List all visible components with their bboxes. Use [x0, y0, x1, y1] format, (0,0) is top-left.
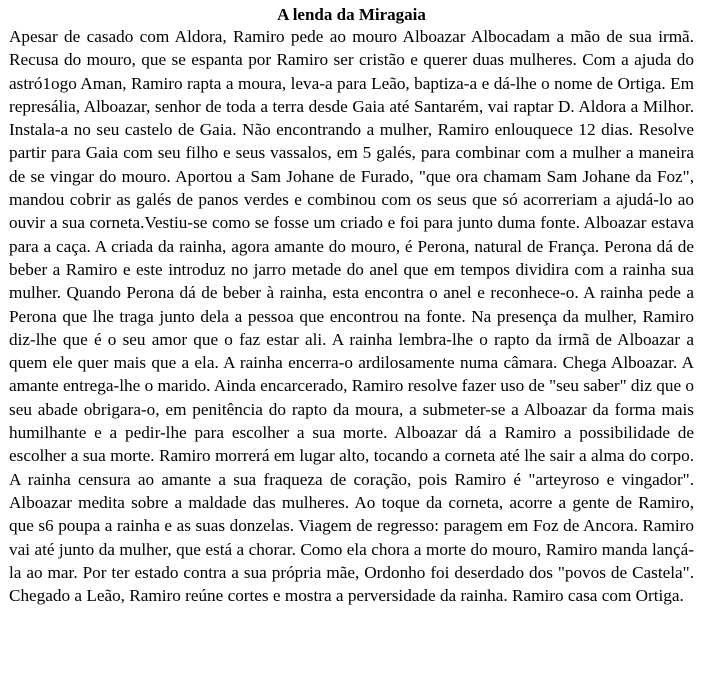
document-title: A lenda da Miragaia	[277, 5, 426, 24]
document-body-paragraph: Apesar de casado com Aldora, Ramiro pede ao mouro Alboazar Albocadam a mão de sua irmã. Recusa do mouro, que se espanta por Ramiro ser cristão e querer duas mulheres. Com a ajuda do astró1ogo Aman, Ramiro rapta a moura, leva-a para Leão, baptiza-a e dá-lhe o nome de Ortiga. Em represália, Alboazar, senhor de toda a terra desde Gaia até Santarém, vai raptar D. Aldora a Milhor. Instala-a no seu castelo de Gaia. Não encontrando a mulher, Ramiro enlouquece 12 dias. Resolve partir para Gaia com seu filho e seus vassalos, em 5 galés, para combinar com a mulher a maneira de se vingar do mouro. Aportou a Sam Johane de Furado, "que ora chamam Sam Johane da Foz", mandou cobrir as galés de panos verdes e combinou com os seus que só acorreriam a ajudá-lo ao ouvir a sua corneta.Vestiu-se como se fosse um criado e foi para junto duma fonte. Alboazar estava para a caça. A criada da rainha, agora amante do mouro, é Perona, natural de França. Perona dá de beber a Ramiro e este introduz no jarro metade do anel que em tempos dividira com a rainha sua mulher. Quando Perona dá de beber à rainha, esta encontra o anel e reconhece-o. A rainha pede a Perona que lhe traga junto dela a pessoa que encontrou na fonte. Na presença da mulher, Ramiro diz-lhe que é o seu amor que o faz estar ali. A rainha lembra-lhe o rapto da irmã de Alboazar a quem ele quer mais que a ela. A rainha encerra-o ardilosamente numa câmara. Chega Alboazar. A amante entrega-lhe o marido. Ainda encarcerado, Ramiro resolve fazer uso de "seu saber" diz que o seu abade obrigara-o, em penitência do rapto da moura, a submeter-se a Alboazar da forma mais humilhante e a pedir-lhe para escolher a sua morte. Alboazar dá a Ramiro a possibilidade de escolher a sua morte. Ramiro morrerá em lugar alto, tocando a corneta até lhe sair a alma do corpo. A rainha censura ao amante a sua fraqueza de coração, pois Ramiro é "arteyroso e vingador". Alboazar medita sobre a maldade das mulheres. Ao toque da corneta, acorre a gente de Ramiro, que s6 poupa a rainha e as suas donzelas. Viagem de regresso: paragem em Foz de Ancora. Ramiro vai até junto da mulher, que está a chorar. Como ela chora a morte do mouro, Ramiro manda lançá-la ao mar. Por ter estado contra a sua própria mãe, Ordonho foi deserdado dos "povos de Castela". Chegado a Leão, Ramiro reúne cortes e mostra a perversidade da rainha. Ramiro casa com Ortiga.	[9, 27, 694, 606]
